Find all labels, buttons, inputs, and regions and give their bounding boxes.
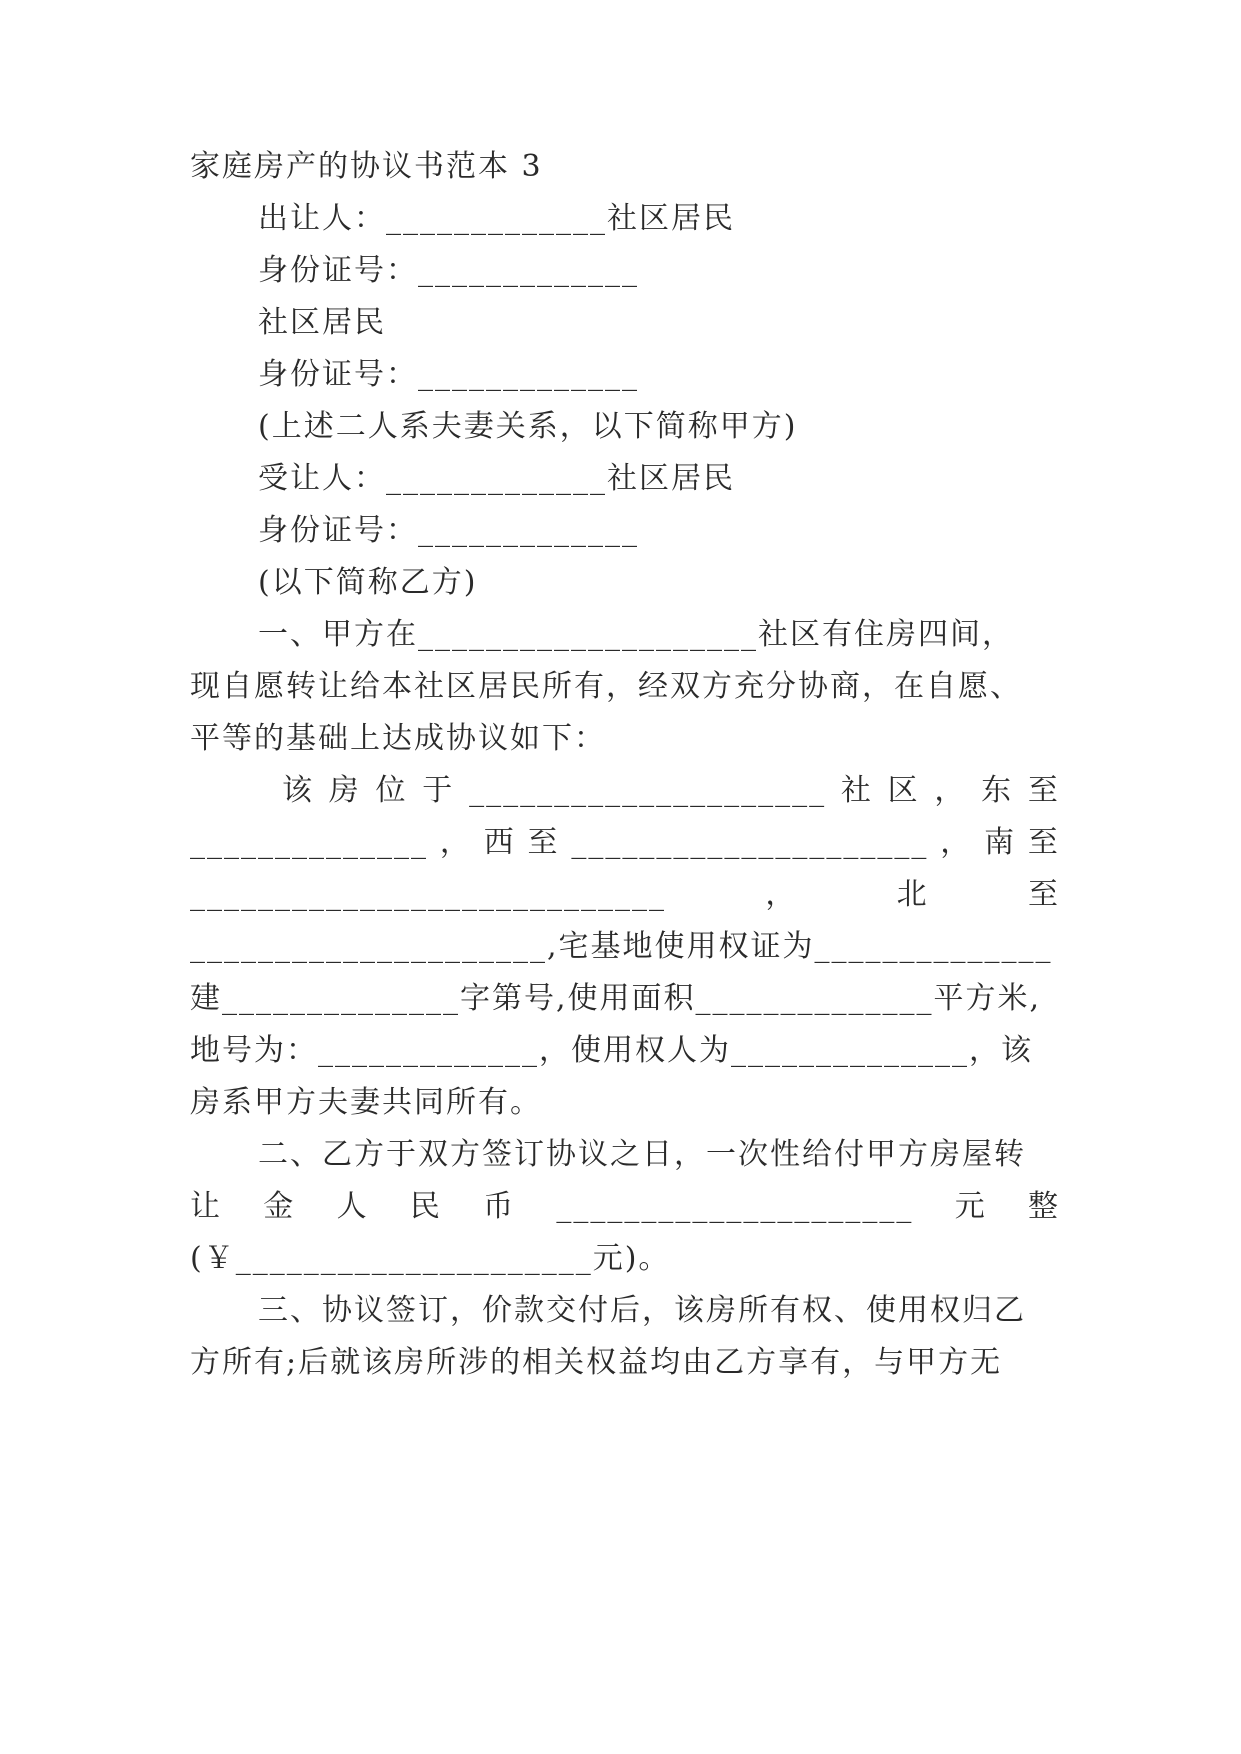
c2-w4: 币 xyxy=(483,1189,516,1224)
transferor-line: 出让人：_____________社区居民 xyxy=(258,201,735,236)
community-resident-line: 社区居民 xyxy=(258,305,386,340)
id-number-line-3: 身份证号：_____________ xyxy=(258,513,639,548)
loc1-w8: 东 xyxy=(981,773,1014,808)
location-line-6 xyxy=(190,1031,1060,1071)
loc2-w7: 至 xyxy=(1027,825,1060,860)
document-title: 家庭房产的协议书范本 3 xyxy=(190,149,543,184)
id-number-line-2: 身份证号：_____________ xyxy=(258,357,639,392)
loc1-w3: 于 xyxy=(422,773,455,808)
c2-w1: 金 xyxy=(263,1189,296,1224)
c2-w6: 元 xyxy=(954,1189,987,1224)
id-number-line-1: 身份证号：_____________ xyxy=(258,253,639,288)
loc1-w4: _____________________ xyxy=(469,773,827,808)
loc1-w6: 区 xyxy=(887,773,920,808)
loc2-w0: ______________ xyxy=(190,825,428,860)
c2-w5: _____________________ xyxy=(556,1189,914,1224)
location-line-7: 房系甲方夫妻共同所有。 xyxy=(190,1085,542,1120)
loc1-w2: 位 xyxy=(375,773,408,808)
location-line-3 xyxy=(190,875,1060,915)
loc2-w2: 西 xyxy=(483,825,516,860)
loc6-text: 地号为：_____________，使用权人为______________，该 xyxy=(190,1033,1033,1068)
location-line-1 xyxy=(282,771,1060,811)
clause-3-line-2: 方所有;后就该房所涉的相关权益均由乙方享有，与甲方无 xyxy=(190,1345,1003,1380)
clause-2-line-1: 二、乙方于双方签订协议之日，一次性给付甲方房屋转 xyxy=(258,1137,1026,1172)
clause-1-line-1: 一、甲方在____________________社区有住房四间， xyxy=(258,617,1014,652)
loc3-w2: 北 xyxy=(896,877,929,912)
loc5-text: 建______________字第号,使用面积______________平方米, xyxy=(190,981,1042,1016)
c2-w0: 让 xyxy=(190,1189,222,1224)
loc4-text: _____________________,宅基地使用权证为______________ xyxy=(190,929,1053,964)
location-line-4 xyxy=(190,927,1060,967)
c2-w2: 人 xyxy=(336,1189,369,1224)
loc2-w3: 至 xyxy=(527,825,560,860)
clause-3-line-1: 三、协议签订，价款交付后，该房所有权、使用权归乙 xyxy=(258,1293,1026,1328)
c2-w3: 民 xyxy=(409,1189,442,1224)
loc1-w7: ， xyxy=(934,773,967,808)
clause-2-line-2 xyxy=(190,1187,1060,1227)
location-line-5 xyxy=(190,979,1060,1019)
loc2-w1: ， xyxy=(439,825,472,860)
transferee-line: 受让人：_____________社区居民 xyxy=(258,461,735,496)
loc3-w1: ， xyxy=(765,877,798,912)
loc2-w4: _____________________ xyxy=(571,825,929,860)
loc2-w6: 南 xyxy=(984,825,1017,860)
clause-1-line-2: 现自愿转让给本社区居民所有，经双方充分协商，在自愿、 xyxy=(190,669,1022,704)
clause-1-line-3: 平等的基础上达成协议如下： xyxy=(190,721,606,756)
party-a-note: (上述二人系夫妻关系，以下简称甲方) xyxy=(258,409,798,444)
loc3-w0: ____________________________ xyxy=(190,877,666,912)
party-b-note: (以下简称乙方) xyxy=(258,565,478,600)
loc1-w1: 房 xyxy=(328,773,361,808)
loc2-w5: ， xyxy=(940,825,973,860)
location-line-2 xyxy=(190,823,1060,863)
c2-w7: 整 xyxy=(1027,1189,1060,1224)
loc1-w0: 该 xyxy=(282,773,314,808)
clause-2-line-3: (￥_____________________元)。 xyxy=(190,1241,671,1276)
loc3-w3: 至 xyxy=(1027,877,1060,912)
loc1-w5: 社 xyxy=(840,773,873,808)
loc1-w9: 至 xyxy=(1027,773,1060,808)
